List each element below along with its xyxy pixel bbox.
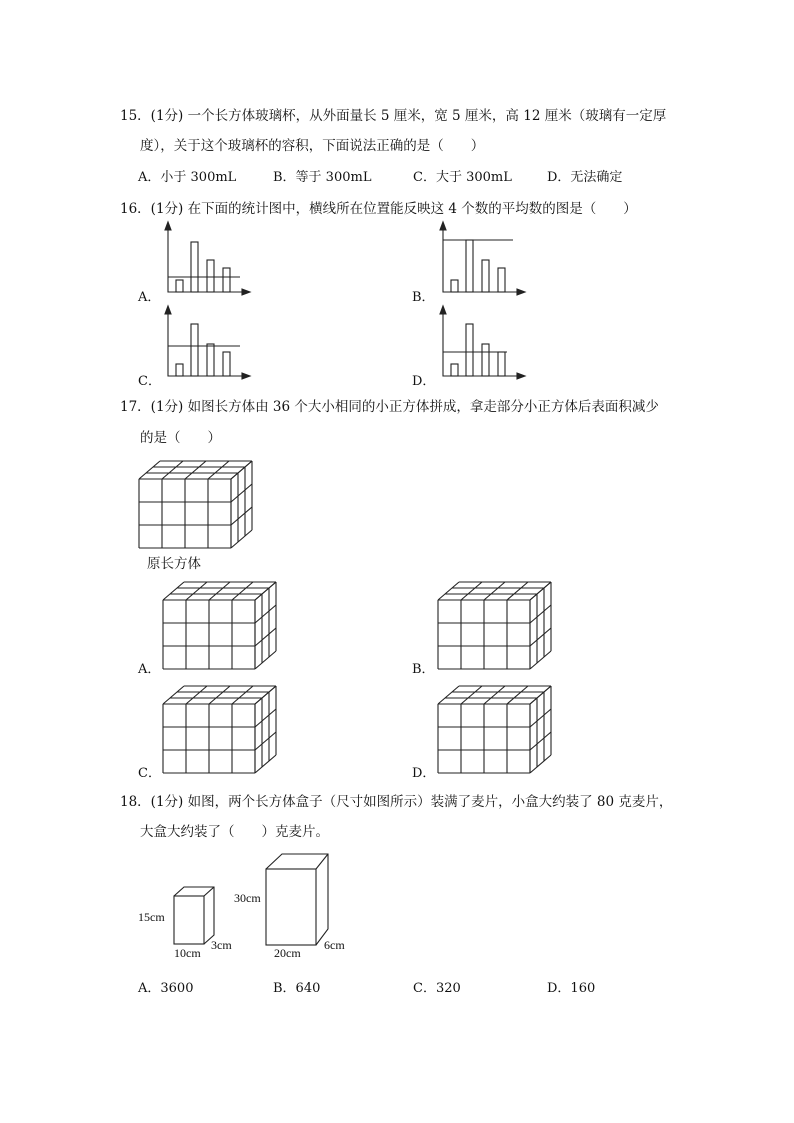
q15-line1: 15．(1分) 一个长方体玻璃杯，从外面量长 5 厘米，宽 5 厘米，高 12 厘米（玻璃有一定厚 — [120, 108, 667, 124]
big-box — [265, 853, 335, 948]
q18-line2: 大盒大约装了（ ）克麦片。 — [140, 824, 329, 840]
q16-label-b: B． — [412, 290, 435, 305]
small-box-width: 3cm — [211, 938, 232, 952]
q15-option-b: B．等于 300mL — [273, 170, 372, 185]
small-box — [173, 886, 223, 946]
original-cuboid — [138, 457, 253, 552]
small-box-length: 10cm — [174, 946, 201, 960]
q17-label-d: D． — [412, 766, 436, 781]
q16-graph-d — [435, 306, 525, 381]
q15-option-d: D．无法确定 — [547, 170, 623, 185]
q16-graph-b — [435, 222, 525, 297]
big-box-width: 6cm — [324, 938, 345, 952]
q16-line1: 16．(1分) 在下面的统计图中，横线所在位置能反映这 4 个数的平均数的图是（ ） — [120, 201, 637, 217]
q16-label-a: A． — [138, 290, 161, 305]
small-box-height: 15cm — [138, 910, 165, 924]
q15-option-a: A．小于 300mL — [138, 170, 237, 185]
q16-graph-a — [160, 222, 250, 297]
q16-graph-c — [160, 306, 250, 381]
original-cuboid-label: 原长方体 — [147, 556, 201, 572]
q16-label-c: C． — [138, 374, 161, 389]
q15-option-c: C．大于 300mL — [413, 170, 512, 185]
q15-line2: 度），关于这个玻璃杯的容积，下面说法正确的是（ ） — [140, 138, 485, 154]
q17-line2: 的是（ ） — [140, 430, 221, 446]
big-box-height: 30cm — [234, 891, 261, 905]
q17-cuboid-c — [162, 682, 277, 777]
q17-label-b: B． — [412, 662, 435, 677]
q17-label-a: A． — [138, 662, 161, 677]
q18-line1: 18．(1分) 如图，两个长方体盒子（尺寸如图所示）装满了麦片，小盒大约装了 80 克麦片， — [120, 794, 673, 810]
q17-line1: 17．(1分) 如图长方体由 36 个大小相同的小正方体拼成，拿走部分小正方体后表面积减少 — [120, 399, 659, 415]
q18-option-a: A．3600 — [138, 981, 194, 996]
q18-option-d: D．160 — [547, 981, 596, 996]
q17-cuboid-b — [437, 578, 552, 673]
q17-label-c: C． — [138, 766, 161, 781]
q17-cuboid-a — [162, 578, 277, 673]
q18-option-c: C．320 — [413, 981, 461, 996]
big-box-length: 20cm — [274, 946, 301, 960]
q17-cuboid-d — [437, 682, 552, 777]
q16-label-d: D． — [412, 374, 436, 389]
q18-option-b: B．640 — [273, 981, 321, 996]
